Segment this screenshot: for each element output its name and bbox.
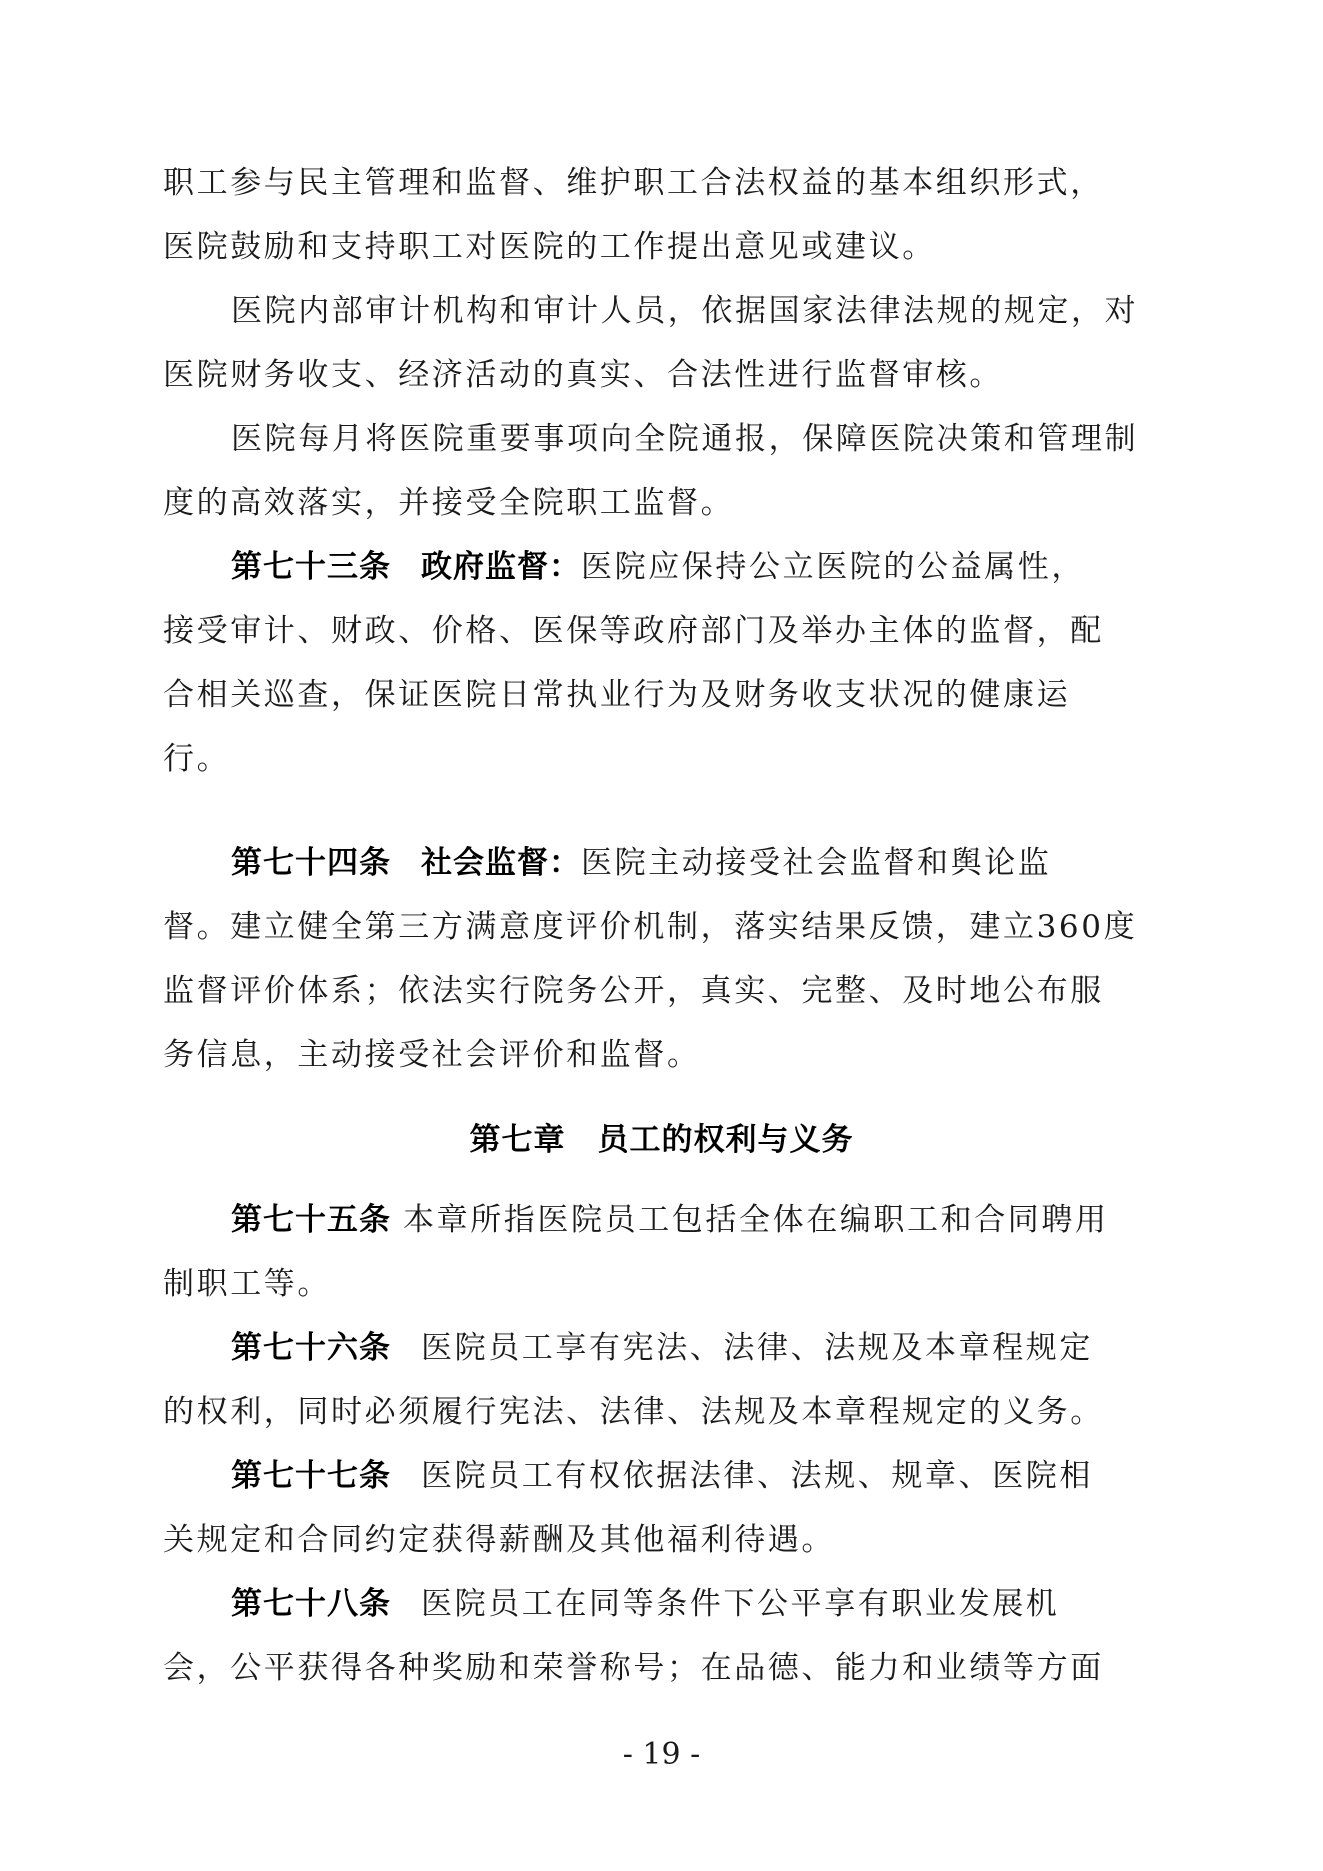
paragraph-line: 医院鼓励和支持职工对医院的工作提出意见或建议。 xyxy=(163,229,936,265)
article-number: 第七十六条 xyxy=(231,1330,391,1366)
article-text: 医院员工有权依据法律、法规、规章、医院相 xyxy=(421,1458,1093,1494)
paragraph-line: 行。 xyxy=(163,741,231,777)
paragraph-line: 度的高效落实，并接受全院职工监督。 xyxy=(163,485,735,521)
paragraph-line: 医院财务收支、经济活动的真实、合法性进行监督审核。 xyxy=(163,357,1003,393)
article-78-first-line xyxy=(231,1584,1059,1624)
article-title: 政府监督： xyxy=(421,549,581,585)
paragraph-line: 的权利，同时必须履行宪法、法律、法规及本章程规定的义务。 xyxy=(163,1394,1104,1430)
article-75-first-line xyxy=(231,1200,1109,1240)
article-76-first-line xyxy=(231,1328,1093,1368)
paragraph-line: 合相关巡查，保证医院日常执业行为及财务收支状况的健康运 xyxy=(163,677,1071,713)
paragraph-line: 关规定和合同约定获得薪酬及其他福利待遇。 xyxy=(163,1522,835,1558)
article-73-first-line xyxy=(231,547,1085,587)
article-77-first-line xyxy=(231,1456,1093,1496)
page-number: - 19 - xyxy=(622,1737,701,1772)
article-text: 医院主动接受社会监督和舆论监 xyxy=(581,845,1052,881)
article-text: 医院员工享有宪法、法律、法规及本章程规定 xyxy=(421,1330,1093,1366)
article-number: 第七十五条 xyxy=(231,1202,391,1238)
paragraph-line: 医院内部审计机构和审计人员，依据国家法律法规的规定，对 xyxy=(231,293,1139,329)
paragraph-line: 务信息，主动接受社会评价和监督。 xyxy=(163,1037,701,1073)
paragraph-line: 职工参与民主管理和监督、维护职工合法权益的基本组织形式， xyxy=(163,165,1104,201)
article-title: 社会监督： xyxy=(421,845,581,881)
article-number: 第七十七条 xyxy=(231,1458,391,1494)
paragraph-line: 制职工等。 xyxy=(163,1266,331,1302)
paragraph-line: 医院每月将医院重要事项向全院通报，保障医院决策和管理制 xyxy=(231,421,1139,457)
article-text: 医院员工在同等条件下公平享有职业发展机 xyxy=(421,1586,1060,1622)
paragraph-line: 监督评价体系；依法实行院务公开，真实、完整、及时地公布服 xyxy=(163,973,1104,1009)
chapter-heading: 第七章 员工的权利与义务 xyxy=(469,1122,854,1158)
article-number: 第七十三条 xyxy=(231,549,391,585)
article-text: 本章所指医院员工包括全体在编职工和合同聘用 xyxy=(403,1202,1109,1238)
paragraph-line: 会，公平获得各种奖励和荣誉称号；在品德、能力和业绩等方面 xyxy=(163,1650,1104,1686)
article-number: 第七十八条 xyxy=(231,1586,391,1622)
article-74-first-line xyxy=(231,843,1051,883)
article-text: 医院应保持公立医院的公益属性， xyxy=(581,549,1085,585)
paragraph-line: 督。建立健全第三方满意度评价机制，落实结果反馈，建立360度 xyxy=(163,909,1138,945)
article-number: 第七十四条 xyxy=(231,845,391,881)
paragraph-line: 接受审计、财政、价格、医保等政府部门及举办主体的监督，配 xyxy=(163,613,1104,649)
